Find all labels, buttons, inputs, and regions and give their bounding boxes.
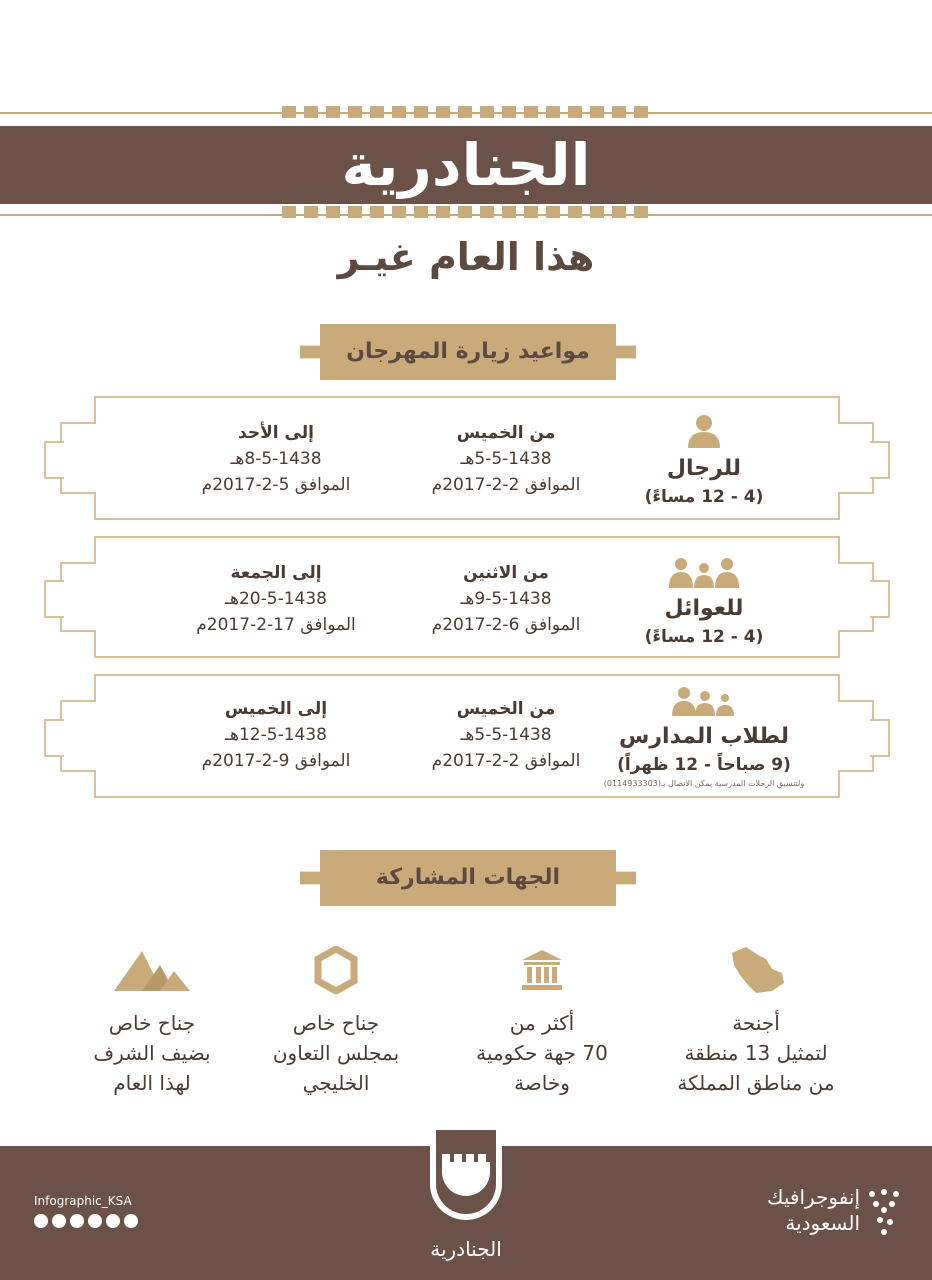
- instagram-icon[interactable]: [106, 1214, 120, 1228]
- participant-gcc: [236, 940, 436, 1098]
- schedule-heading-text: مواعيد زيارة المهرجان: [346, 339, 590, 364]
- youtube-icon[interactable]: [70, 1214, 84, 1228]
- date-to-gregorian: الموافق 17-2-2017م: [196, 615, 356, 635]
- card-ornament-right: [838, 422, 874, 494]
- date-to: [156, 420, 396, 498]
- telegram-icon[interactable]: [124, 1214, 138, 1228]
- schedule-card-men: [94, 396, 840, 520]
- participant-line2: بمجلس التعاون: [272, 1041, 400, 1065]
- date-from-label: من الاثنين: [463, 563, 549, 583]
- date-to-gregorian: الموافق 5-2-2017م: [201, 475, 351, 495]
- hexagon-icon: [236, 940, 436, 1000]
- family-icon: [594, 548, 814, 588]
- category-name: للعوائل: [664, 596, 744, 621]
- participant-line1: أكثر من: [509, 1011, 575, 1035]
- header-battlement-top: [282, 106, 650, 118]
- date-from-gregorian: الموافق 2-2-2017م: [431, 475, 581, 495]
- date-to-gregorian: الموافق 9-2-2017م: [201, 751, 351, 771]
- date-to-label: إلى الجمعة: [230, 563, 322, 583]
- category-families: [594, 548, 814, 650]
- participant-line1: جناح خاص: [108, 1011, 196, 1035]
- category-men: [594, 408, 814, 510]
- date-to: [156, 696, 396, 774]
- participant-line3: وخاصة: [514, 1071, 570, 1095]
- footer-brand: الجنادرية: [430, 1237, 502, 1261]
- saudi-map-icon: [656, 940, 856, 1000]
- date-from: [386, 560, 626, 638]
- org-name: [720, 1184, 860, 1236]
- date-to-hijri: 12-5-1438هـ: [225, 725, 327, 745]
- date-to-label: إلى الخميس: [224, 699, 328, 719]
- category-time: (4 - 12 مساءً): [644, 487, 764, 507]
- participant-line3: الخليجي: [302, 1071, 370, 1095]
- participant-regions: [656, 940, 856, 1098]
- date-from-hijri: 5-5-1438هـ: [460, 725, 552, 745]
- participant-line3: من مناطق المملكة: [677, 1071, 835, 1095]
- card-ornament-right: [838, 562, 874, 633]
- org-name-line1: إنفوجرافيك: [767, 1185, 860, 1209]
- card-ornament-left: [60, 422, 96, 494]
- snapchat-icon[interactable]: [88, 1214, 102, 1228]
- social-handle[interactable]: Infographic_KSA: [34, 1194, 132, 1208]
- participant-line3: لهذا العام: [113, 1071, 191, 1095]
- participant-line1: أجنحة: [732, 1011, 780, 1035]
- date-from-hijri: 9-5-1438هـ: [460, 589, 552, 609]
- card-ornament-right: [838, 700, 874, 772]
- schedule-heading: [300, 324, 636, 380]
- government-building-icon: [442, 940, 642, 1000]
- participants-heading: [300, 850, 636, 906]
- category-time: (9 صباحاً - 12 ظهراً): [617, 755, 791, 775]
- date-to: [156, 560, 396, 638]
- org-logo-icon: [866, 1188, 902, 1238]
- participant-guest-of-honor: [52, 940, 252, 1098]
- date-from-label: من الخميس: [456, 699, 556, 719]
- date-from-hijri: 5-5-1438هـ: [460, 449, 552, 469]
- participant-entities: [442, 940, 642, 1098]
- date-to-hijri: 20-5-1438هـ: [225, 589, 327, 609]
- category-time: (4 - 12 مساءً): [644, 627, 764, 647]
- header-battlement-bottom: [282, 206, 650, 218]
- header-bottom-line: [0, 214, 932, 216]
- category-name: لطلاب المدارس: [619, 724, 789, 749]
- page-title: الجنادرية: [341, 131, 591, 199]
- schedule-card-families: [94, 536, 840, 658]
- social-links: [34, 1214, 138, 1228]
- participants-heading-text: الجهات المشاركة: [375, 865, 561, 890]
- date-from-gregorian: الموافق 6-2-2017م: [431, 615, 581, 635]
- date-from: [386, 696, 626, 774]
- schedule-card-students: [94, 674, 840, 798]
- participant-line1: جناح خاص: [292, 1011, 380, 1035]
- card-ornament-left: [60, 562, 96, 633]
- participant-line2: لتمثيل 13 منطقة: [684, 1041, 828, 1065]
- pyramids-icon: [52, 940, 252, 1000]
- card-ornament-left: [60, 700, 96, 772]
- date-to-label: إلى الأحد: [238, 423, 314, 443]
- page-subtitle: هذا العام غيـر: [337, 235, 595, 279]
- facebook-icon[interactable]: [52, 1214, 66, 1228]
- participant-line2: بضيف الشرف: [93, 1041, 211, 1065]
- date-to-hijri: 8-5-1438هـ: [230, 449, 322, 469]
- date-from-gregorian: الموافق 2-2-2017م: [431, 751, 581, 771]
- category-note: ولتنسيق الرحلات المدرسية يمكن الاتصال بـ(0114933303): [603, 779, 805, 788]
- person-icon: [594, 408, 814, 448]
- twitter-icon[interactable]: [34, 1214, 48, 1228]
- participant-line2: 70 جهة حكومية: [476, 1041, 608, 1065]
- category-name: للرجال: [666, 456, 742, 481]
- org-name-line2: السعودية: [785, 1211, 860, 1235]
- date-from: [386, 420, 626, 498]
- date-from-label: من الخميس: [456, 423, 556, 443]
